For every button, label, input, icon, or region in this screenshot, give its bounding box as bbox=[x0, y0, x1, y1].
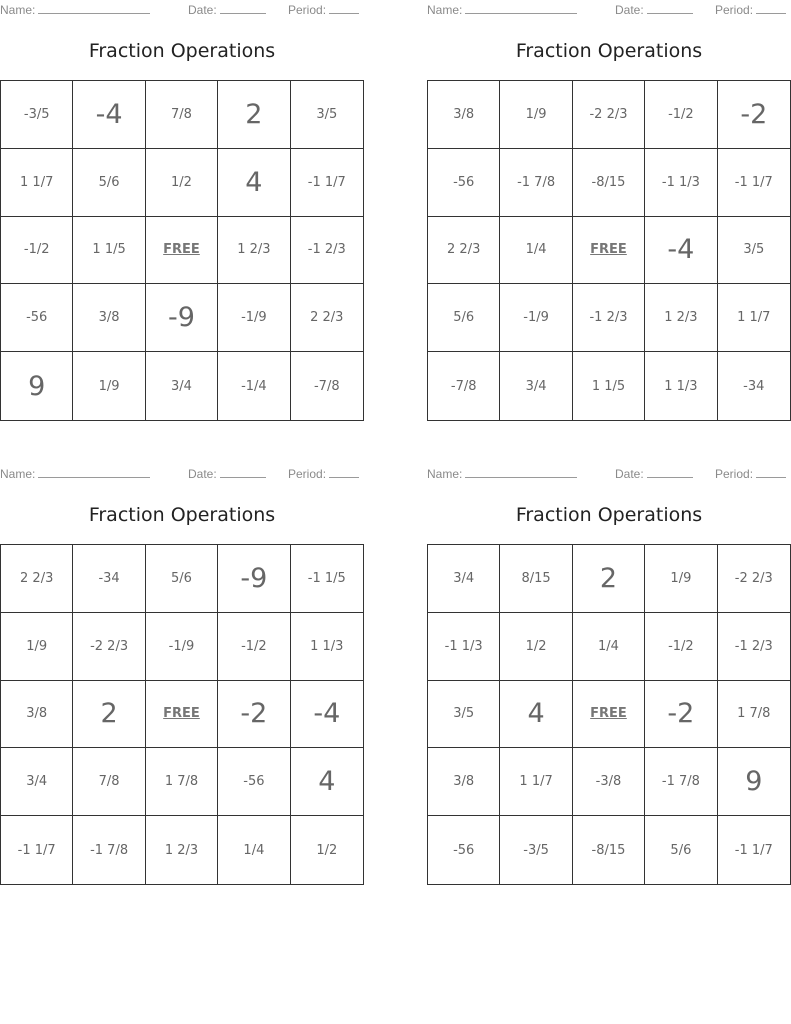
card-title: Fraction Operations bbox=[515, 504, 703, 526]
grid-cell: -1 1/7 bbox=[734, 842, 773, 858]
grid-cell: 2 2/3 bbox=[428, 217, 500, 285]
grid-cell: -34 bbox=[73, 545, 145, 613]
grid-cell: -3/5 bbox=[1, 81, 73, 149]
grid-cell: 8/15 bbox=[500, 545, 572, 613]
period-field bbox=[715, 466, 786, 481]
grid-cell: 1 7/8 bbox=[718, 681, 790, 749]
grid-cell: -8/15 bbox=[573, 816, 645, 884]
grid-cell: 9 bbox=[1, 352, 73, 420]
grid-cell: -56 bbox=[428, 816, 500, 884]
period-field bbox=[288, 466, 359, 481]
grid-cell: -1 1/3 bbox=[428, 613, 500, 681]
grid-cell: -1 7/8 bbox=[73, 816, 145, 884]
grid-cell: -2 2/3 bbox=[573, 81, 645, 149]
grid-cell: -1/2 bbox=[645, 81, 717, 149]
free-space-cell: FREE bbox=[573, 681, 645, 749]
grid-cell: 3/8 bbox=[73, 284, 145, 352]
name-field bbox=[0, 466, 150, 481]
grid-cell: 1/4 bbox=[218, 816, 290, 884]
grid-cell: 3/8 bbox=[1, 681, 73, 749]
grid-cell: -4 bbox=[73, 81, 145, 149]
grid-cell: -7/8 bbox=[428, 352, 500, 420]
grid-cell: -1 1/7 bbox=[1, 816, 73, 884]
date-line bbox=[220, 466, 266, 478]
grid-cell: -1 1/5 bbox=[291, 545, 363, 613]
date-label: Date: bbox=[615, 467, 644, 481]
grid-cell: -9 bbox=[146, 284, 218, 352]
grid-cell: -2 bbox=[218, 681, 290, 749]
grid-cell: 5/6 bbox=[645, 816, 717, 884]
grid-cell: -1 2/3 bbox=[291, 217, 363, 285]
name-line bbox=[465, 466, 577, 478]
grid-cell: 1 7/8 bbox=[146, 748, 218, 816]
period-line bbox=[756, 2, 786, 14]
grid-cell: 3/4 bbox=[146, 352, 218, 420]
grid-cell: -1 2/3 bbox=[573, 284, 645, 352]
name-line bbox=[38, 466, 150, 478]
grid-cell: 2 2/3 bbox=[291, 284, 363, 352]
date-label: Date: bbox=[615, 3, 644, 17]
period-label: Period: bbox=[288, 467, 327, 481]
grid-cell: -1/9 bbox=[500, 284, 572, 352]
grid-cell: 3/5 bbox=[291, 81, 363, 149]
grid-cell: 2 bbox=[218, 81, 290, 149]
date-line bbox=[647, 2, 693, 14]
name-label: Name: bbox=[427, 467, 463, 481]
grid-cell: -2 bbox=[718, 81, 790, 149]
grid-cell: 9 bbox=[718, 748, 790, 816]
period-line bbox=[756, 466, 786, 478]
period-label: Period: bbox=[288, 3, 327, 17]
grid-cell: 7/8 bbox=[73, 748, 145, 816]
grid-cell: 1/9 bbox=[73, 352, 145, 420]
grid-cell: 1 2/3 bbox=[218, 217, 290, 285]
free-space-cell: FREE bbox=[146, 217, 218, 285]
grid-cell: -1 2/3 bbox=[718, 613, 790, 681]
grid-cell: 1 2/3 bbox=[146, 816, 218, 884]
grid-cell: -2 bbox=[645, 681, 717, 749]
period-line bbox=[329, 2, 359, 14]
bingo-grid bbox=[427, 544, 791, 885]
bingo-grid bbox=[0, 544, 364, 885]
date-field bbox=[615, 2, 693, 17]
grid-cell: 1 1/7 bbox=[500, 748, 572, 816]
grid-cell: 2 bbox=[73, 681, 145, 749]
name-field bbox=[427, 466, 577, 481]
grid-cell: 1 1/3 bbox=[645, 352, 717, 420]
grid-cell: -1/4 bbox=[218, 352, 290, 420]
grid-cell: 5/6 bbox=[73, 149, 145, 217]
card-title: Fraction Operations bbox=[88, 40, 276, 62]
grid-cell: 1/4 bbox=[573, 613, 645, 681]
date-line bbox=[647, 466, 693, 478]
name-line bbox=[465, 2, 577, 14]
grid-cell: -1 7/8 bbox=[645, 748, 717, 816]
grid-cell: -1 1/3 bbox=[645, 149, 717, 217]
card-title: Fraction Operations bbox=[515, 40, 703, 62]
free-space-cell: FREE bbox=[573, 217, 645, 285]
grid-cell: -9 bbox=[218, 545, 290, 613]
period-line bbox=[329, 466, 359, 478]
grid-cell: -1/9 bbox=[146, 613, 218, 681]
grid-cell: -2 2/3 bbox=[718, 545, 790, 613]
name-label: Name: bbox=[0, 467, 36, 481]
grid-cell: -1/2 bbox=[1, 217, 73, 285]
grid-cell: 1/9 bbox=[1, 613, 73, 681]
grid-cell: 7/8 bbox=[146, 81, 218, 149]
bingo-grid bbox=[427, 80, 791, 421]
grid-cell: -4 bbox=[291, 681, 363, 749]
grid-cell: 4 bbox=[218, 149, 290, 217]
grid-cell: 1/2 bbox=[146, 149, 218, 217]
grid-cell: 1/2 bbox=[316, 842, 338, 858]
grid-cell: 1 1/7 bbox=[1, 149, 73, 217]
card-title: Fraction Operations bbox=[88, 504, 276, 526]
grid-cell: 1/4 bbox=[500, 217, 572, 285]
name-field bbox=[0, 2, 150, 17]
grid-cell: 3/8 bbox=[428, 81, 500, 149]
grid-cell: 3/4 bbox=[1, 748, 73, 816]
grid-cell: 3/5 bbox=[718, 217, 790, 285]
grid-cell: 1 1/3 bbox=[291, 613, 363, 681]
grid-cell: 3/8 bbox=[428, 748, 500, 816]
grid-cell: -1 7/8 bbox=[500, 149, 572, 217]
date-label: Date: bbox=[188, 467, 217, 481]
free-space-cell: FREE bbox=[146, 681, 218, 749]
grid-cell: 2 2/3 bbox=[1, 545, 73, 613]
grid-cell: 1 1/5 bbox=[73, 217, 145, 285]
date-line bbox=[220, 2, 266, 14]
grid-cell: 3/4 bbox=[500, 352, 572, 420]
grid-cell: -56 bbox=[218, 748, 290, 816]
grid-cell: -1/2 bbox=[645, 613, 717, 681]
grid-cell: 3/5 bbox=[428, 681, 500, 749]
header-fields bbox=[0, 466, 364, 482]
grid-cell: 4 bbox=[291, 748, 363, 816]
grid-cell: 1/9 bbox=[500, 81, 572, 149]
grid-cell: -1 1/7 bbox=[291, 149, 363, 217]
period-field bbox=[715, 2, 786, 17]
grid-cell: -1/2 bbox=[218, 613, 290, 681]
name-label: Name: bbox=[0, 3, 36, 17]
period-field bbox=[288, 2, 359, 17]
grid-cell: -56 bbox=[428, 149, 500, 217]
period-label: Period: bbox=[715, 3, 754, 17]
header-fields bbox=[427, 2, 791, 18]
bingo-grid bbox=[0, 80, 364, 421]
period-label: Period: bbox=[715, 467, 754, 481]
date-label: Date: bbox=[188, 3, 217, 17]
grid-cell: -3/5 bbox=[500, 816, 572, 884]
header-fields bbox=[427, 466, 791, 482]
date-field bbox=[615, 466, 693, 481]
grid-cell: -2 2/3 bbox=[73, 613, 145, 681]
name-line bbox=[38, 2, 150, 14]
grid-cell: -3/8 bbox=[573, 748, 645, 816]
grid-cell: -7/8 bbox=[313, 378, 340, 394]
grid-cell: 1/2 bbox=[500, 613, 572, 681]
name-label: Name: bbox=[427, 3, 463, 17]
grid-cell: 1 1/7 bbox=[718, 284, 790, 352]
grid-cell: 2 bbox=[573, 545, 645, 613]
grid-cell: 5/6 bbox=[428, 284, 500, 352]
grid-cell: -34 bbox=[743, 378, 765, 394]
date-field bbox=[188, 466, 266, 481]
grid-cell: 5/6 bbox=[146, 545, 218, 613]
header-fields bbox=[0, 2, 364, 18]
grid-cell: -4 bbox=[645, 217, 717, 285]
grid-cell: -56 bbox=[1, 284, 73, 352]
grid-cell: -8/15 bbox=[573, 149, 645, 217]
grid-cell: -1 1/7 bbox=[718, 149, 790, 217]
grid-cell: 1 1/5 bbox=[573, 352, 645, 420]
grid-cell: 4 bbox=[500, 681, 572, 749]
grid-cell: -1/9 bbox=[218, 284, 290, 352]
grid-cell: 1/9 bbox=[645, 545, 717, 613]
grid-cell: 3/4 bbox=[428, 545, 500, 613]
name-field bbox=[427, 2, 577, 17]
date-field bbox=[188, 2, 266, 17]
grid-cell: 1 2/3 bbox=[645, 284, 717, 352]
